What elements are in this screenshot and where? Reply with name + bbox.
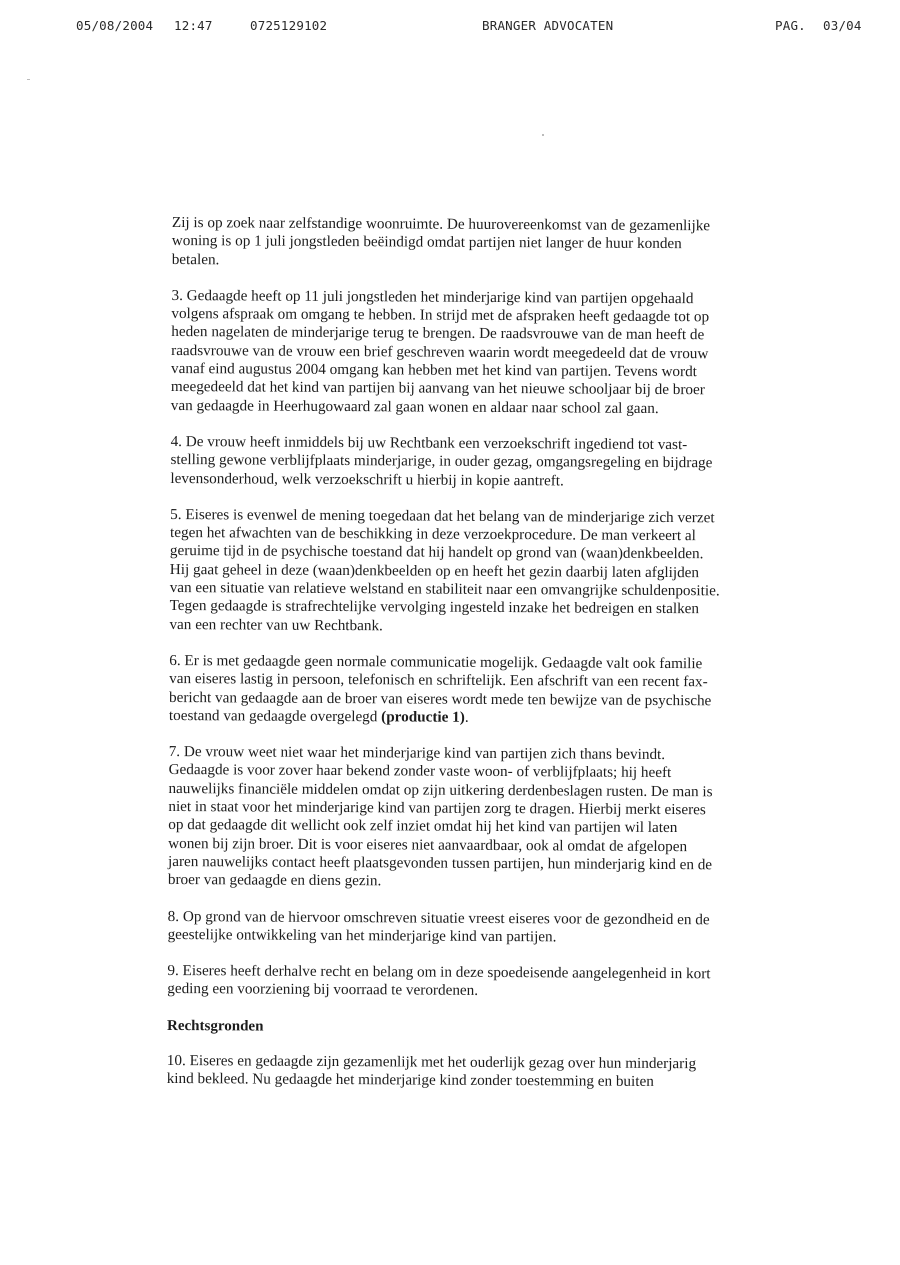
paragraph-8: 8. Op grond van de hiervoor omschreven situatie vreest eiseres voor de gezondheid en de geestelijke ontwikkeling van het minderjarige kind van partijen. <box>167 907 710 946</box>
paragraph-6-end: . <box>464 708 469 726</box>
fax-date: 05/08/2004 <box>76 18 154 33</box>
section-heading-rechtsgronden: Rechtsgronden <box>166 1017 264 1035</box>
paragraph-6-text: 6. Er is met gedaagde geen normale communicatie mogelijk. Gedaagde valt ook familie van eiseres lastig in persoon, telefonisch en schriftelijk. Een afschrift van een recent fax- bericht van gedaagde aan de broer van eiseres wordt mede ten bewijze van de psychische toestand van gedaagde overgelegd <box>168 651 712 726</box>
fax-sender-name: BRANGER ADVOCATEN <box>482 18 614 33</box>
fax-phone-number: 0725129102 <box>250 18 328 33</box>
fax-transmission-header <box>0 18 900 34</box>
paragraph-4: 4. De vrouw heeft inmiddels bij uw Rechtbank een verzoekschrift ingediend tot vast- stelling gewone verblijfplaats minderjarige, in ouder gezag, omgangsregeling en bijdrage levensonderhoud, welk verzoekschrift u hierbij in kopie aantreft. <box>170 432 713 489</box>
scan-speck <box>27 79 30 80</box>
fax-time: 12:47 <box>174 18 213 33</box>
paragraph-10: 10. Eiseres en gedaagde zijn gezamenlijk met het ouderlijk gezag over hun minderjarig kind bekleed. Nu gedaagde het minderjarige kind zonder toestemming en buiten <box>166 1051 697 1091</box>
paragraph-continuation: Zij is op zoek naar zelfstandige woonruimte. De huurovereenkomst van de gezamenlijke woning is op 1 juli jongstleden beëindigd omdat partijen niet langer de huur konden betalen. <box>171 214 711 268</box>
document-body <box>167 214 772 1110</box>
paragraph-6 <box>169 652 769 729</box>
scan-speck <box>542 134 544 136</box>
fax-page-number: 03/04 <box>823 18 862 33</box>
paragraph-5: 5. Eiseres is evenwel de mening toegedaan dat het belang van de minderjarige zich verzet tegen het afwachten van de beschikking in deze verzoekprocedure. De man verkeert al geruime tijd in de psychische toestand dat hij handelt op grond van (waan)denkbeelden. Hij gaat geheel in deze (waan)denkbeelden op en heeft het gezin daarbij laten afglijden van een situatie van relatieve welstand en stabiliteit naar een omvangrijke schuldenpositie. Tegen gedaagde is strafrechtelijke vervolging ingesteld inzake het bedreigen en stalken van een rechter van uw Rechtbank. <box>169 505 720 634</box>
fax-page-label: PAG. <box>775 18 806 33</box>
paragraph-7: 7. De vrouw weet niet waar het minderjarige kind van partijen zich thans bevindt. Gedaagde is voor zover haar bekend zonder vaste woon- of verblijfplaats; hij heeft nauwelijks financiële middelen omdat op zijn uitkering derdenbeslagen rusten. De man is niet in staat voor het minderjarige kind van partijen zorg te dragen. Hierbij merkt eiseres op dat gedaagde dit wellicht ook zelf inziet omdat hij het kind van partijen wil laten wonen bij zijn broer. Dit is voor eiseres niet aanvaardbaar, ook al omdat de afgelopen jaren nauwelijks contact heeft plaatsgevonden tussen partijen, hun minderjarig kind en de broer van gedaagde en diens gezin. <box>167 743 713 890</box>
paragraph-3: 3. Gedaagde heeft op 11 juli jongstleden het minderjarige kind van partijen opgehaald volgens afspraak om omgang te hebben. In strijd met de afspraken heeft gedaagde tot op heden nagelaten de minderjarige terug te brengen. De raadsvrouwe van de man heeft de raadsvrouwe van de vrouw een brief geschreven waarin wordt meegedeeld dat de vrouw vanaf eind augustus 2004 omgang kan hebben met het kind van partijen. Tevens wordt meegedeeld dat het kind van partijen bij aanvang van het nieuwe schooljaar bij de broer van gedaagde in Heerhugowaard zal gaan wonen en aldaar naar school zal gaan. <box>170 286 710 417</box>
exhibit-reference: (productie 1) <box>381 708 465 726</box>
paragraph-9: 9. Eiseres heeft derhalve recht en belang om in deze spoedeisende aangelegenheid in kort geding een voorziening bij voorraad te verordenen. <box>167 962 711 1000</box>
